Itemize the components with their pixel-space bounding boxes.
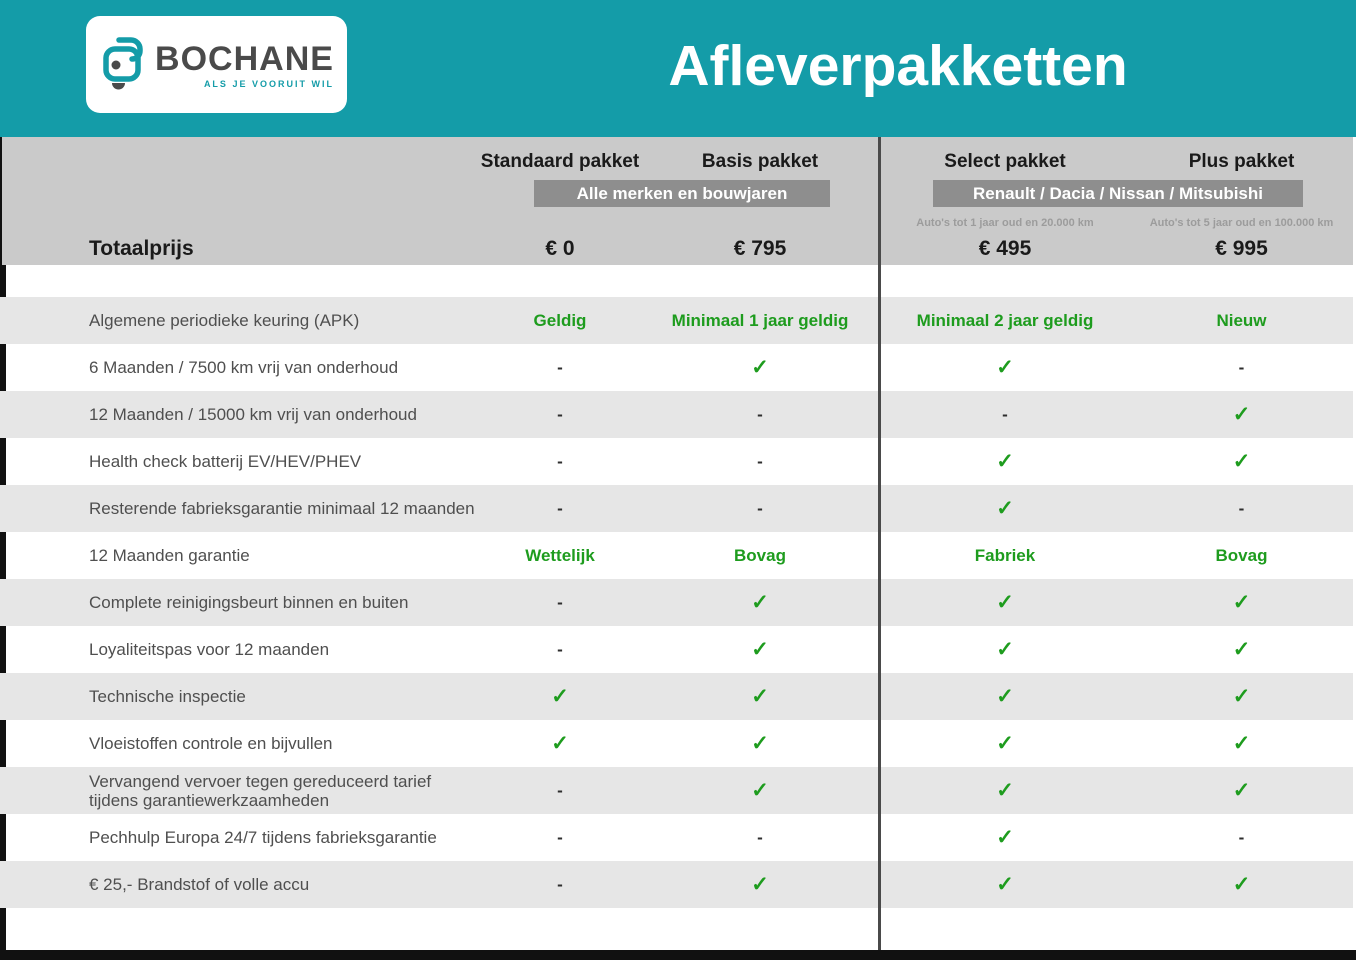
table-bottom-border	[0, 950, 1356, 960]
package-name-basis: Basis pakket	[701, 151, 819, 172]
table-row	[0, 720, 1353, 767]
check-icon: ✓	[996, 450, 1014, 473]
check-icon: ✓	[1232, 403, 1251, 426]
feature-label: Health check batterij EV/HEV/PHEV	[89, 452, 362, 471]
feature-value: Nieuw	[1216, 310, 1267, 330]
brand-name: BOCHANE	[155, 39, 334, 78]
check-icon: ✓	[1232, 591, 1251, 614]
check-icon: ✓	[551, 685, 569, 708]
feature-label: 12 Maanden / 15000 km vrij van onderhoud	[89, 405, 417, 424]
feature-label: 12 Maanden garantie	[89, 546, 250, 565]
package-price-standaard: € 0	[545, 237, 575, 260]
brand-tagline: ALS JE VOORUIT WIL	[203, 78, 334, 89]
table-row	[0, 626, 1353, 673]
table-row	[0, 673, 1353, 720]
check-icon: ✓	[1232, 450, 1251, 473]
feature-rows	[0, 297, 1356, 908]
feature-label: € 25,- Brandstof of volle accu	[89, 875, 310, 894]
feature-label: Vloeistoffen controle en bijvullen	[89, 734, 333, 753]
package-price-basis: € 795	[733, 237, 787, 260]
dash-icon: -	[1002, 404, 1008, 424]
feature-label: 6 Maanden / 7500 km vrij van onderhoud	[89, 358, 399, 377]
check-icon: ✓	[996, 685, 1014, 708]
package-note-plus: Auto's tot 5 jaar oud en 100.000 km	[1149, 217, 1334, 229]
feature-value: Geldig	[533, 310, 587, 330]
header-gap-row	[0, 265, 1356, 297]
package-price-plus: € 995	[1215, 237, 1268, 260]
dash-icon: -	[557, 451, 563, 471]
check-icon: ✓	[996, 732, 1014, 755]
group-divider-line	[878, 137, 881, 950]
check-icon: ✓	[751, 356, 769, 379]
package-header-band	[2, 137, 1353, 265]
dash-icon: -	[757, 451, 763, 471]
package-note-select: Auto's tot 1 jaar oud en 20.000 km	[916, 217, 1094, 229]
feature-label: Loyaliteitspas voor 12 maanden	[89, 640, 330, 659]
feature-value: Minimaal 1 jaar geldig	[671, 310, 849, 330]
feature-value: Minimaal 2 jaar geldig	[916, 310, 1094, 330]
check-icon: ✓	[1232, 779, 1251, 802]
check-icon: ✓	[1232, 638, 1251, 661]
feature-value: Wettelijk	[525, 545, 595, 565]
logo-text-block	[155, 41, 334, 89]
feature-label: Resterende fabrieksgarantie minimaal 12 maanden	[89, 499, 475, 518]
dash-icon: -	[557, 592, 563, 612]
feature-value: Fabriek	[974, 545, 1036, 565]
table-row	[0, 485, 1353, 532]
table-row	[0, 814, 1353, 861]
dash-icon: -	[557, 404, 563, 424]
group-banner-all-brands: Alle merken en bouwjaren	[534, 180, 830, 207]
bochane-logo	[86, 16, 347, 113]
package-name-plus: Plus pakket	[1188, 151, 1295, 172]
package-name-standaard: Standaard pakket	[480, 151, 640, 172]
check-icon: ✓	[996, 873, 1014, 896]
dash-icon: -	[757, 404, 763, 424]
feature-label: Complete reinigingsbeurt binnen en buiten	[89, 593, 409, 612]
feature-label: Algemene periodieke keuring (APK)	[89, 311, 360, 330]
dash-icon: -	[1238, 827, 1245, 847]
bochane-car-icon	[99, 36, 145, 94]
table-row	[0, 438, 1353, 485]
check-icon: ✓	[1232, 873, 1251, 896]
page-title: Afleverpakketten	[668, 34, 1128, 98]
feature-label: Vervangend vervoer tegen gereduceerd tarief tijdens garantiewerkzaamheden	[89, 771, 432, 810]
table-row	[0, 579, 1353, 626]
dash-icon: -	[557, 780, 563, 800]
totaalprijs-label: Totaalprijs	[89, 237, 194, 260]
table-row	[0, 344, 1353, 391]
check-icon: ✓	[996, 826, 1014, 849]
check-icon: ✓	[751, 732, 769, 755]
check-icon: ✓	[1232, 685, 1251, 708]
dash-icon: -	[557, 827, 563, 847]
check-icon: ✓	[996, 497, 1014, 520]
feature-value: Bovag	[1215, 545, 1268, 565]
dash-icon: -	[557, 639, 563, 659]
check-icon: ✓	[996, 638, 1014, 661]
dash-icon: -	[1238, 498, 1245, 518]
check-icon: ✓	[751, 685, 769, 708]
check-icon: ✓	[996, 779, 1014, 802]
table-row	[0, 391, 1353, 438]
check-icon: ✓	[996, 591, 1014, 614]
dash-icon: -	[757, 827, 763, 847]
check-icon: ✓	[751, 638, 769, 661]
table-row	[0, 767, 1353, 814]
dash-icon: -	[1238, 357, 1245, 377]
check-icon: ✓	[996, 356, 1014, 379]
check-icon: ✓	[751, 779, 769, 802]
dash-icon: -	[557, 498, 563, 518]
group-banner-renault-dacia-nissan-mitsubishi: Renault / Dacia / Nissan / Mitsubishi	[933, 180, 1303, 207]
header-bar	[0, 0, 1356, 137]
table-row	[0, 861, 1353, 908]
feature-label: Technische inspectie	[89, 687, 246, 706]
table-row	[0, 297, 1353, 344]
dash-icon: -	[557, 357, 563, 377]
table-row	[0, 532, 1353, 579]
check-icon: ✓	[751, 591, 769, 614]
check-icon: ✓	[551, 732, 569, 755]
dash-icon: -	[557, 874, 563, 894]
feature-label: Pechhulp Europa 24/7 tijdens fabrieksgarantie	[89, 828, 437, 847]
check-icon: ✓	[1232, 732, 1251, 755]
package-name-select: Select pakket	[944, 151, 1066, 172]
dash-icon: -	[757, 498, 763, 518]
check-icon: ✓	[751, 873, 769, 896]
feature-value: Bovag	[734, 545, 786, 565]
package-price-select: € 495	[978, 237, 1032, 260]
